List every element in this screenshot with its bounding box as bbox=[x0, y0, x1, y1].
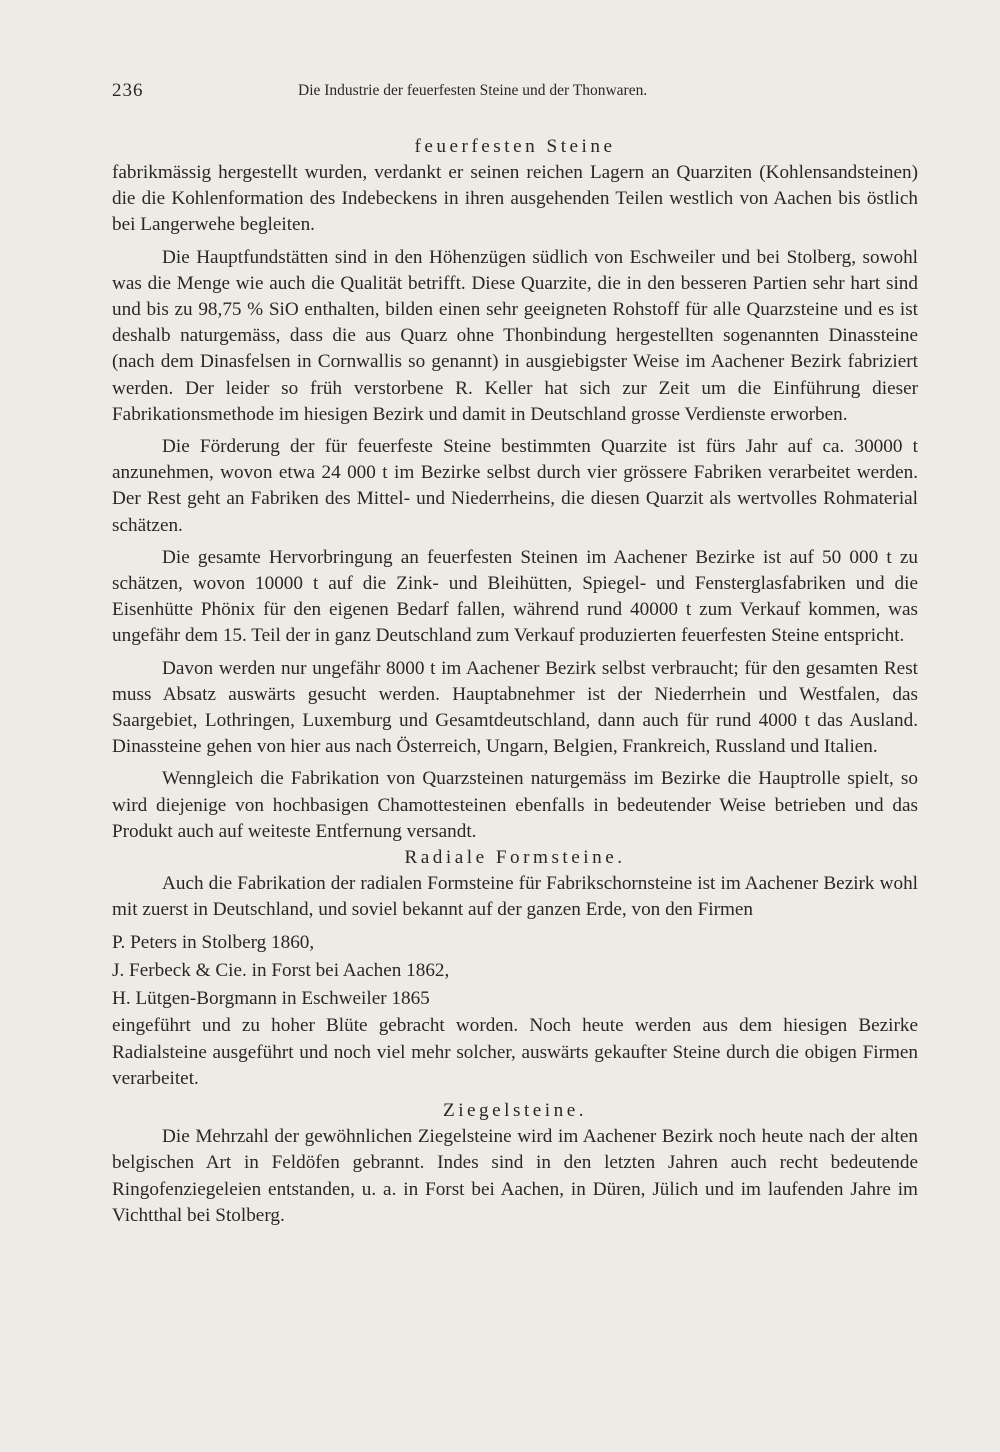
paragraph-6: Wenngleich die Fabrikation von Quarzsteinen naturgemäss im Bezirke die Hauptrolle spielt, so wird diejenige von hochbasigen Chamottesteinen ebenfalls in bedeutender Weise betrieben und das Produkt auch auf weiteste Entfernung versandt. bbox=[112, 768, 918, 842]
paragraph-7: Auch die Fabrikation der radialen Formsteine für Fabrikschornsteine ist im Aachener Bezirk wohl mit zuerst in Deutschland, und soviel bekannt auf der ganzen Erde, von den Firmen bbox=[112, 873, 918, 921]
firm-list-item: J. Ferbeck & Cie. in Forst bei Aachen 1862, bbox=[112, 960, 450, 982]
paragraph-2: Die Hauptfundstätten sind in den Höhenzügen südlich von Eschweiler und bei Stolberg, sowohl was die Menge wie auch die Qualität betrifft. Diese Quarzite, die in den besseren Partien sehr hart sind und bis zu 98,75 % SiO enthalten, bilden einen sehr geeigneten Rohstoff für alle Quarzsteine und es ist deshalb naturgemäss, dass die aus Quarz ohne Thonbindung hergestellten sogenannten Dinassteine (nach dem Dinasfelsen in Cornwallis so genannt) in ausgiebigster Weise im Aachener Bezirk fabriziert werden. Der leider so früh verstorbene R. Keller hat sich zur Zeit um die Einführung dieser Fabrikationsmethode im hiesigen Bezirk und damit in Deutschland grosse Verdienste erworben. bbox=[112, 246, 918, 425]
section-heading-ziegelsteine: Ziegelsteine. bbox=[442, 1100, 588, 1122]
paragraph-8: eingeführt und zu hoher Blüte gebracht worden. Noch heute werden aus dem hiesigen Bezirke Radialsteine ausgeführt und noch viel mehr solcher, auswärts gekaufter Steine durch die obigen Firmen verarbeitet. bbox=[112, 1015, 918, 1089]
paragraph-1: fabrikmässig hergestellt wurden, verdankt er seinen reichen Lagern an Quarziten (Kohlensandsteinen) die die Kohlenformation des Indebeckens in ihren ausgehenden Teilen westlich von Aachen bis östlich bei Langerwehe begleiten. bbox=[112, 162, 918, 236]
section-heading-feuerfeste-steine: feuerfesten Steine bbox=[414, 136, 616, 157]
paragraph-4: Die gesamte Hervorbringung an feuerfesten Steinen im Aachener Bezirke ist auf 50 000 t zu schätzen, wovon 10000 t auf die Zink- und Bleihütten, Spiegel- und Fensterglasfabriken und die Eisenhütte Phönix für den eigenen Bedarf fallen, während rund 40000 t zum Verkauf kommen, was ungefähr dem 15. Teil der in ganz Deutschland zum Verkauf produzierten feuerfesten Steine entspricht. bbox=[112, 546, 918, 647]
firm-list-item: P. Peters in Stolberg 1860, bbox=[112, 932, 315, 954]
page-header bbox=[112, 80, 918, 104]
running-title: Die Industrie der feuerfesten Steine und der Thonwaren. bbox=[298, 82, 648, 99]
paragraph-5: Davon werden nur ungefähr 8000 t im Aachener Bezirk selbst verbraucht; für den gesamten Rest muss Absatz auswärts gesucht werden. Hauptabnehmer ist der Niederrhein und Westfalen, das Saargebiet, Lothringen, Luxemburg und Gesamtdeutschland, dann auch für rund 4000 t das Ausland. Dinassteine gehen von hier aus nach Österreich, Ungarn, Belgien, Frankreich, Russland und Italien. bbox=[112, 657, 918, 758]
paragraph-3: Die Förderung der für feuerfeste Steine bestimmten Quarzite ist fürs Jahr auf ca. 30000 t anzunehmen, wovon etwa 24 000 t im Bezirke selbst durch vier grössere Fabriken verarbeitet werden. Der Rest geht an Fabriken des Mittel- und Niederrheins, die diesen Quarzit als wertvolles Rohmaterial schätzen. bbox=[112, 436, 918, 536]
page-number: 236 bbox=[112, 80, 144, 101]
firm-list-item: H. Lütgen-Borgmann in Eschweiler 1865 bbox=[112, 988, 430, 1010]
paragraph-9: Die Mehrzahl der gewöhnlichen Ziegelsteine wird im Aachener Bezirk noch heute nach der alten belgischen Art in Feldöfen gebrannt. Indes sind in den letzten Jahren auch recht bedeutende Ringofenziegeleien entstanden, u. a. in Forst bei Aachen, in Düren, Jülich und im laufenden Jahre im Vichtthal bei Stolberg. bbox=[112, 1126, 918, 1226]
body-text bbox=[112, 134, 918, 1229]
section-heading-radiale-formsteine: Radiale Formsteine. bbox=[404, 847, 626, 869]
